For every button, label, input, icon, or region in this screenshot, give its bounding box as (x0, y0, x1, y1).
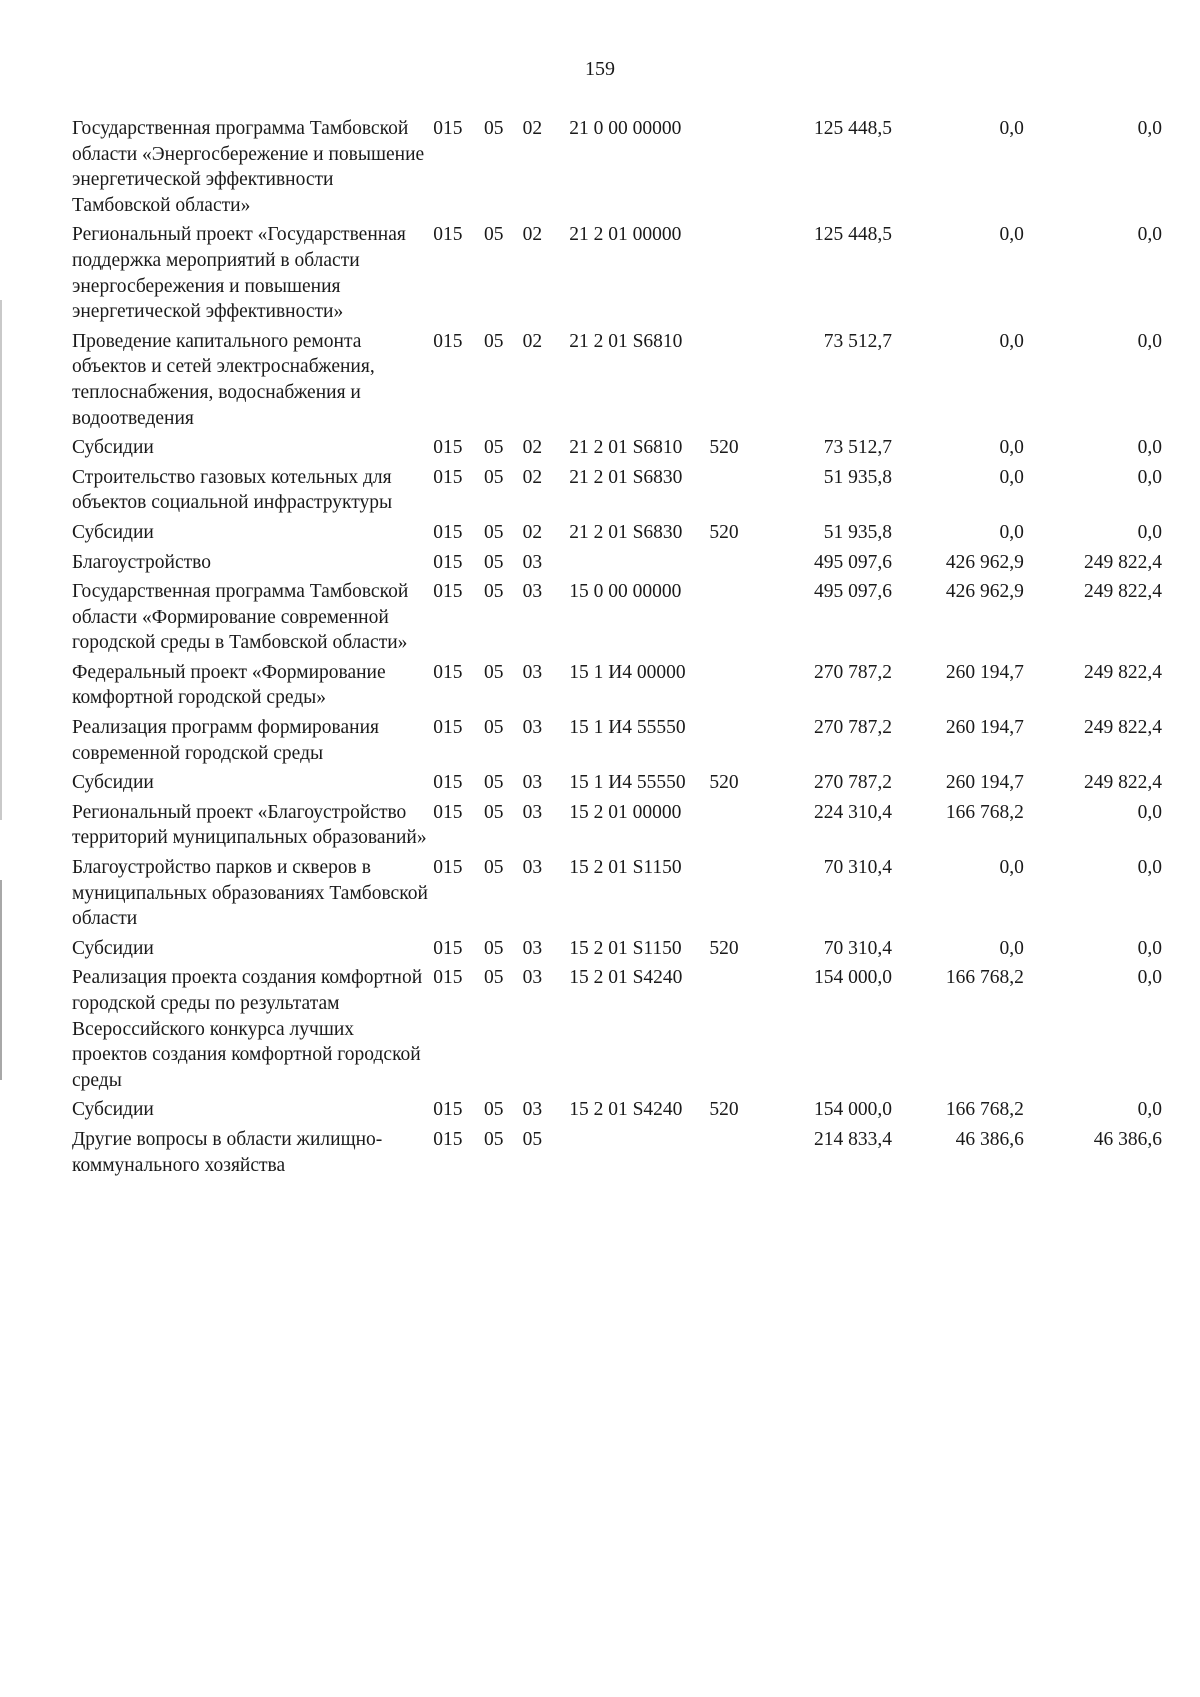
section-code: 05 (484, 581, 504, 603)
admin-code: 015 (433, 1128, 463, 1150)
amount-year-3: 0,0 (1137, 521, 1162, 543)
amount-year-1: 70 310,4 (823, 857, 892, 879)
section-code: 05 (484, 437, 504, 459)
admin-code: 015 (433, 857, 463, 879)
target-article-code: 21 2 01 S6830 (569, 521, 683, 543)
expense-type-code (709, 660, 770, 715)
page-number: 159 (585, 58, 615, 80)
section-code: 05 (484, 118, 504, 139)
amount-year-3: 0,0 (1137, 118, 1162, 139)
amount-year-1: 495 097,6 (814, 551, 892, 573)
expense-type-code (709, 800, 770, 855)
expense-type-code: 520 (709, 772, 739, 794)
subsection-code: 03 (522, 937, 543, 959)
amount-year-3: 46 386,6 (1093, 1128, 1162, 1150)
table-row (72, 520, 1162, 550)
amount-year-3: 249 822,4 (1084, 581, 1162, 603)
amount-year-2: 166 768,2 (945, 1099, 1024, 1121)
amount-year-2: 0,0 (999, 466, 1024, 488)
admin-code: 015 (433, 118, 463, 139)
expense-type-code (709, 465, 770, 520)
target-article-code: 15 1 И4 00000 (569, 661, 686, 683)
subsection-code: 05 (522, 1128, 543, 1150)
amount-year-1: 125 448,5 (814, 224, 892, 246)
item-name: Субсидии (72, 521, 154, 543)
scan-edge-mark (0, 300, 2, 820)
amount-year-2: 260 194,7 (945, 772, 1024, 794)
target-article-code: 15 1 И4 55550 (569, 717, 686, 739)
admin-code: 015 (433, 224, 463, 246)
subsection-code: 02 (522, 118, 543, 139)
amount-year-2: 426 962,9 (945, 581, 1024, 603)
item-name: Государственная программа Тамбовской области «Формирование современной городской среды в Тамбовской области» (72, 581, 409, 654)
item-name: Субсидии (72, 772, 154, 794)
amount-year-3: 0,0 (1137, 937, 1162, 959)
amount-year-1: 51 935,8 (823, 521, 892, 543)
amount-year-1: 73 512,7 (823, 437, 892, 459)
admin-code: 015 (433, 437, 463, 459)
amount-year-1: 270 787,2 (814, 661, 892, 683)
target-article-code: 15 1 И4 55550 (569, 772, 686, 794)
amount-year-3: 249 822,4 (1084, 772, 1162, 794)
table-row (72, 1097, 1162, 1127)
amount-year-3: 0,0 (1137, 801, 1162, 823)
section-code: 05 (484, 1099, 504, 1121)
section-code: 05 (484, 937, 504, 959)
amount-year-1: 495 097,6 (814, 581, 892, 603)
amount-year-1: 270 787,2 (814, 717, 892, 739)
section-code: 05 (484, 551, 504, 573)
table-row (72, 660, 1162, 715)
amount-year-2: 0,0 (999, 437, 1024, 459)
subsection-code: 02 (522, 224, 543, 246)
table-row (72, 465, 1162, 520)
target-article-code: 21 0 00 00000 (569, 118, 682, 139)
item-name: Государственная программа Тамбовской области «Энергосбережение и повышение энергетической эффективности Тамбовской области» (72, 118, 425, 216)
amount-year-2: 0,0 (999, 857, 1024, 879)
expense-type-code (709, 116, 770, 222)
table-row (72, 435, 1162, 465)
item-name: Региональный проект «Государственная поддержка мероприятий в области энергосбережения и повышения энергетической эффективности» (72, 224, 406, 323)
section-code: 05 (484, 521, 504, 543)
subsection-code: 03 (522, 661, 543, 683)
expense-type-code: 520 (709, 521, 739, 543)
admin-code: 015 (433, 717, 463, 739)
item-name: Другие вопросы в области жилищно-коммунального хозяйства (72, 1128, 383, 1176)
amount-year-3: 0,0 (1137, 1099, 1162, 1121)
subsection-code: 02 (522, 466, 543, 488)
section-code: 05 (484, 717, 504, 739)
admin-code: 015 (433, 967, 463, 989)
amount-year-2: 166 768,2 (945, 967, 1024, 989)
amount-year-2: 166 768,2 (945, 801, 1024, 823)
admin-code: 015 (433, 581, 463, 603)
expense-type-code (709, 855, 770, 936)
expense-type-code: 520 (709, 937, 739, 959)
expense-type-code (709, 579, 770, 660)
item-name: Федеральный проект «Формирование комфортной городской среды» (72, 661, 386, 709)
expense-type-code: 520 (709, 437, 739, 459)
table-row (72, 936, 1162, 966)
item-name: Региональный проект «Благоустройство территорий муниципальных образований» (72, 801, 427, 849)
budget-table-body (72, 116, 1162, 1182)
subsection-code: 03 (522, 551, 543, 573)
table-row (72, 579, 1162, 660)
admin-code: 015 (433, 551, 463, 573)
budget-table (72, 116, 1162, 1182)
section-code: 05 (484, 967, 504, 989)
amount-year-2: 260 194,7 (945, 717, 1024, 739)
amount-year-1: 51 935,8 (823, 466, 892, 488)
section-code: 05 (484, 330, 504, 352)
table-row (72, 770, 1162, 800)
subsection-code: 03 (522, 801, 543, 823)
expense-type-code (709, 1127, 770, 1182)
subsection-code: 03 (522, 1099, 543, 1121)
admin-code: 015 (433, 466, 463, 488)
admin-code: 015 (433, 521, 463, 543)
section-code: 05 (484, 224, 504, 246)
amount-year-3: 0,0 (1137, 967, 1162, 989)
subsection-code: 02 (522, 330, 543, 352)
item-name: Субсидии (72, 437, 154, 459)
section-code: 05 (484, 661, 504, 683)
amount-year-2: 0,0 (999, 330, 1024, 352)
expense-type-code (709, 329, 770, 435)
item-name: Проведение капитального ремонта объектов и сетей электроснабжения, теплоснабжения, водоснабжения и водоотведения (72, 330, 375, 429)
amount-year-2: 46 386,6 (955, 1128, 1024, 1150)
table-row (72, 329, 1162, 435)
amount-year-2: 0,0 (999, 937, 1024, 959)
amount-year-3: 0,0 (1137, 466, 1162, 488)
admin-code: 015 (433, 1099, 463, 1121)
subsection-code: 03 (522, 717, 543, 739)
subsection-code: 03 (522, 581, 543, 603)
item-name: Благоустройство парков и скверов в муниципальных образованиях Тамбовской области (72, 857, 428, 930)
expense-type-code: 520 (709, 1099, 739, 1121)
amount-year-1: 73 512,7 (823, 330, 892, 352)
amount-year-2: 426 962,9 (945, 551, 1024, 573)
section-code: 05 (484, 772, 504, 794)
amount-year-3: 0,0 (1137, 437, 1162, 459)
section-code: 05 (484, 466, 504, 488)
amount-year-1: 214 833,4 (814, 1128, 892, 1150)
target-article-code: 15 2 01 S1150 (569, 937, 682, 959)
amount-year-3: 0,0 (1137, 330, 1162, 352)
item-name: Реализация программ формирования современной городской среды (72, 717, 380, 764)
amount-year-2: 260 194,7 (945, 661, 1024, 683)
admin-code: 015 (433, 937, 463, 959)
target-article-code: 21 2 01 S6830 (569, 466, 683, 488)
amount-year-3: 249 822,4 (1084, 551, 1162, 573)
amount-year-1: 270 787,2 (814, 772, 892, 794)
section-code: 05 (484, 801, 504, 823)
amount-year-1: 154 000,0 (814, 967, 892, 989)
amount-year-3: 0,0 (1137, 857, 1162, 879)
amount-year-3: 249 822,4 (1084, 661, 1162, 683)
target-article-code: 15 0 00 00000 (569, 581, 682, 603)
item-name: Строительство газовых котельных для объектов социальной инфраструктуры (72, 466, 393, 514)
table-row (72, 715, 1162, 770)
subsection-code: 02 (522, 437, 543, 459)
target-article-code: 15 2 01 00000 (569, 801, 682, 823)
amount-year-3: 0,0 (1137, 224, 1162, 246)
expense-type-code (709, 715, 770, 770)
scan-edge-mark (0, 880, 2, 1080)
target-article-code: 15 2 01 S4240 (569, 1099, 683, 1121)
section-code: 05 (484, 857, 504, 879)
subsection-code: 03 (522, 772, 543, 794)
expense-type-code (709, 222, 770, 328)
admin-code: 015 (433, 801, 463, 823)
item-name: Субсидии (72, 1099, 154, 1121)
target-article-code: 21 2 01 S6810 (569, 330, 683, 352)
target-article-code: 15 2 01 S1150 (569, 857, 682, 879)
item-name: Субсидии (72, 937, 154, 959)
amount-year-2: 0,0 (999, 224, 1024, 246)
target-article-code: 21 2 01 00000 (569, 224, 682, 246)
amount-year-2: 0,0 (999, 118, 1024, 139)
target-article-code (563, 1127, 709, 1182)
table-row (72, 1127, 1162, 1182)
target-article-code (563, 550, 709, 580)
subsection-code: 03 (522, 967, 543, 989)
table-row (72, 222, 1162, 328)
amount-year-1: 70 310,4 (823, 937, 892, 959)
table-row (72, 855, 1162, 936)
table-row (72, 800, 1162, 855)
amount-year-1: 224 310,4 (814, 801, 892, 823)
expense-type-code (709, 965, 770, 1097)
amount-year-2: 0,0 (999, 521, 1024, 543)
target-article-code: 15 2 01 S4240 (569, 967, 683, 989)
section-code: 05 (484, 1128, 504, 1150)
item-name: Благоустройство (72, 551, 211, 573)
table-row (72, 550, 1162, 580)
target-article-code: 21 2 01 S6810 (569, 437, 683, 459)
table-row (72, 965, 1162, 1097)
admin-code: 015 (433, 772, 463, 794)
admin-code: 015 (433, 330, 463, 352)
subsection-code: 02 (522, 521, 543, 543)
admin-code: 015 (433, 661, 463, 683)
subsection-code: 03 (522, 857, 543, 879)
amount-year-3: 249 822,4 (1084, 717, 1162, 739)
amount-year-1: 125 448,5 (814, 118, 892, 139)
item-name: Реализация проекта создания комфортной городской среды по результатам Всероссийского конкурса лучших проектов создания комфортной городской среды (72, 967, 423, 1091)
table-row (72, 116, 1162, 222)
amount-year-1: 154 000,0 (814, 1099, 892, 1121)
expense-type-code (709, 550, 770, 580)
